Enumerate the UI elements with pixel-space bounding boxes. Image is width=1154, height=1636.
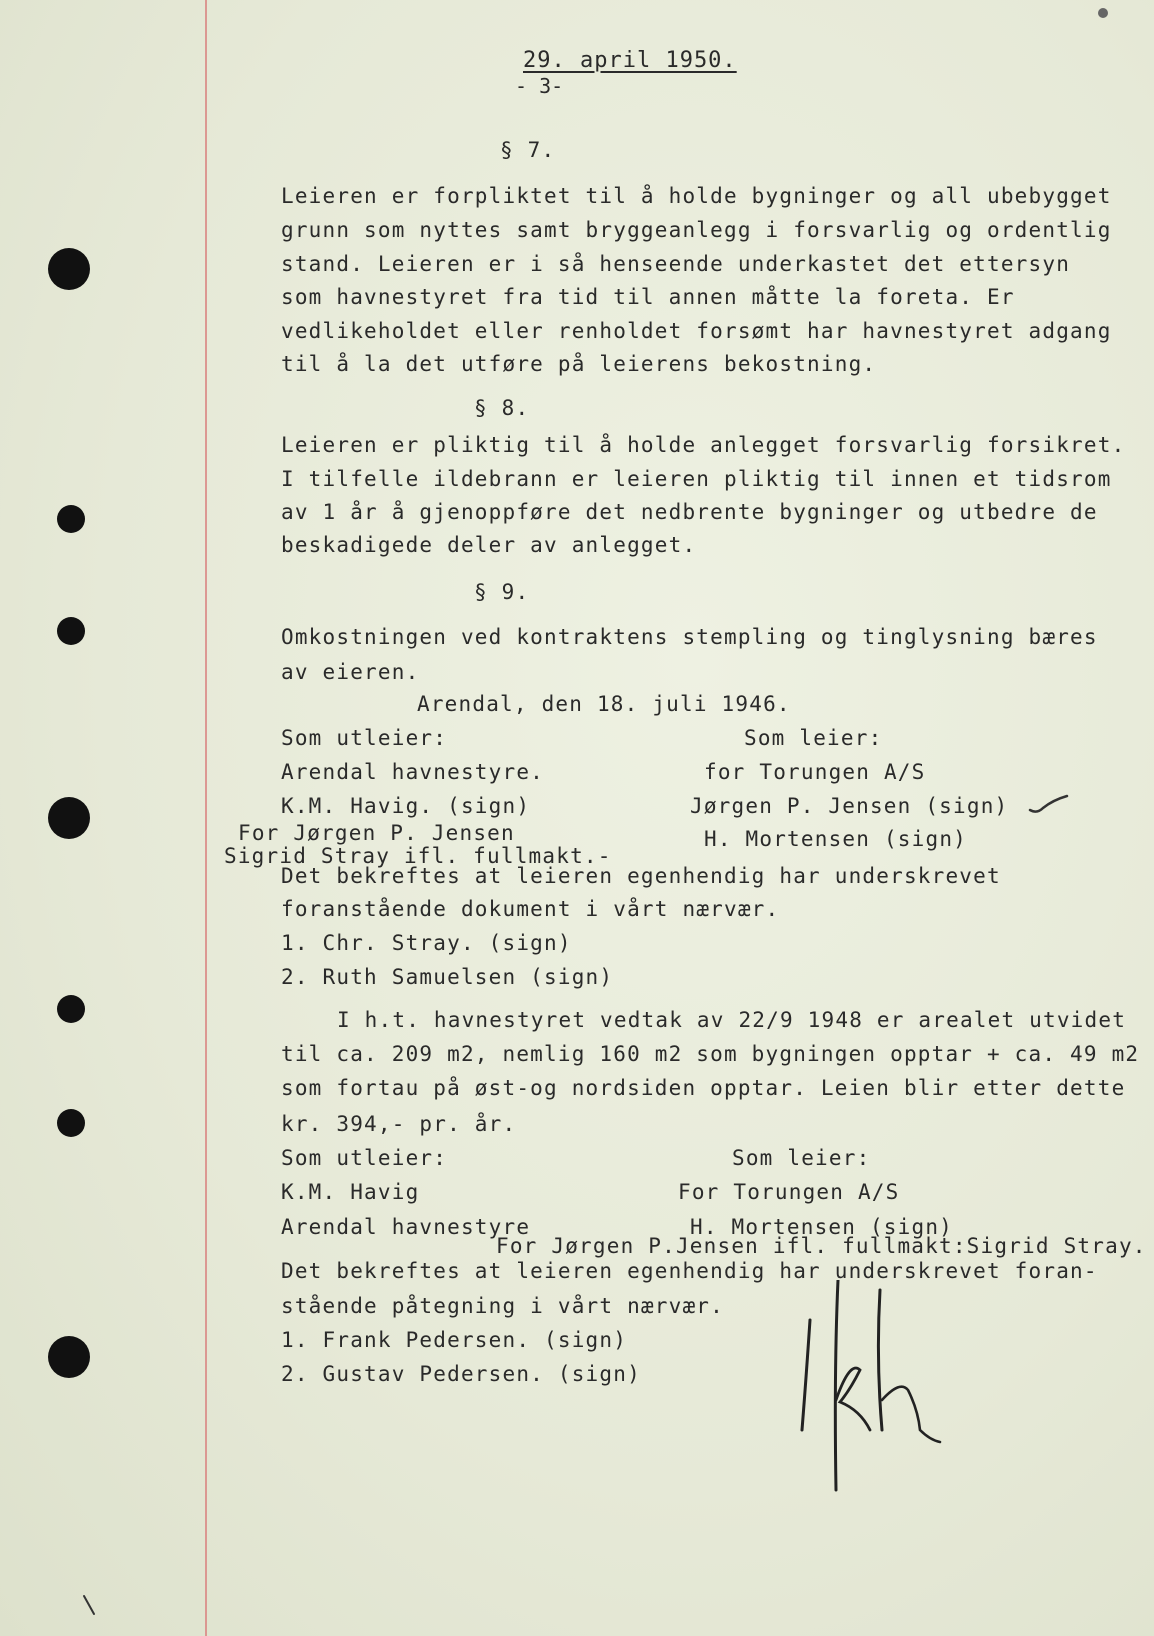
witness-statement: Det bekreftes at leieren egenhendig har underskrevet foran- (281, 1259, 1098, 1283)
section-8-heading: § 8. (474, 396, 530, 420)
witness-statement: stående påtegning i vårt nærvær. (281, 1294, 724, 1318)
corner-mark (1098, 8, 1108, 18)
lessee-signatory: H. Mortensen (sign) (704, 827, 968, 851)
proxy-line: Sigrid Stray ifl. fullmakt.- (224, 844, 612, 868)
lessee-name: for Torungen A/S (704, 760, 926, 784)
proxy-line: For Jørgen P. Jensen (238, 821, 515, 845)
section-7-line: til å la det utføre på leierens bekostning. (281, 352, 877, 376)
lessor-signatory: K.M. Havig. (sign) (281, 794, 531, 818)
section-7-line: vedlikeholdet eller renholdet forsømt har havnestyret adgang (281, 319, 1112, 343)
witness-1: 1. Chr. Stray. (sign) (281, 931, 572, 955)
punch-hole (48, 1336, 90, 1378)
lessee-label: Som leier: (732, 1146, 871, 1170)
section-9-line: av eieren. (281, 660, 420, 684)
punch-hole (57, 617, 85, 645)
lessee-label: Som leier: (744, 726, 883, 750)
section-7-line: grunn som nyttes samt bryggeanlegg i forsvarlig og ordentlig (281, 218, 1112, 242)
punch-hole (57, 1109, 85, 1137)
witness-statement: Det bekreftes at leieren egenhendig har underskrevet (281, 864, 1001, 888)
witness-2: 2. Ruth Samuelsen (sign) (281, 965, 614, 989)
lessee-signatory: Jørgen P. Jensen (sign) (690, 794, 1009, 818)
place-date: Arendal, den 18. juli 1946. (417, 692, 791, 716)
stray-mark (80, 1592, 100, 1622)
margin-line (205, 0, 207, 1636)
witness-2: 2. Gustav Pedersen. (sign) (281, 1362, 641, 1386)
section-7-line: som havnestyret fra tid til annen måtte la foreta. Er (281, 285, 1015, 309)
section-9-heading: § 9. (474, 580, 530, 604)
lessor-signatory: K.M. Havig (281, 1180, 420, 1204)
section-9-line: Omkostningen ved kontraktens stempling og tinglysning bæres (281, 625, 1098, 649)
amendment-line: kr. 394,- pr. år. (281, 1112, 517, 1136)
lessor-name: Arendal havnestyre. (281, 760, 545, 784)
amendment-line: som fortau på øst-og nordsiden opptar. Leien blir etter dette (281, 1076, 1126, 1100)
lessor-label: Som utleier: (281, 1146, 448, 1170)
section-8-line: I tilfelle ildebrann er leieren pliktig til innen et tidsrom (281, 467, 1112, 491)
section-8-line: Leieren er pliktig til å holde anlegget forsvarlig forsikret. (281, 433, 1126, 457)
check-mark-icon (1025, 790, 1075, 820)
witness-1: 1. Frank Pedersen. (sign) (281, 1328, 628, 1352)
lessee-name: For Torungen A/S (678, 1180, 900, 1204)
punch-hole (48, 248, 90, 290)
proxy-line: For Jørgen P.Jensen ifl. fullmakt:Sigrid Stray. (496, 1234, 1147, 1258)
amendment-line: I h.t. havnestyret vedtak av 22/9 1948 er arealet utvidet (337, 1008, 1127, 1032)
punch-hole (57, 505, 85, 533)
amendment-line: til ca. 209 m2, nemlig 160 m2 som bygningen opptar + ca. 49 m2 (281, 1042, 1140, 1066)
witness-statement: foranstående dokument i vårt nærvær. (281, 897, 780, 921)
page-number: - 3- (515, 74, 564, 98)
section-8-line: av 1 år å gjenoppføre det nedbrente bygninger og utbedre de (281, 500, 1098, 524)
section-7-line: stand. Leieren er i så henseende underkastet det ettersyn (281, 252, 1071, 276)
section-7-heading: § 7. (500, 138, 556, 162)
lessor-name: Arendal havnestyre (281, 1215, 531, 1239)
section-7-line: Leieren er forpliktet til å holde bygninger og all ubebygget (281, 184, 1112, 208)
section-8-line: beskadigede deler av anlegget. (281, 533, 697, 557)
lessor-label: Som utleier: (281, 726, 448, 750)
punch-hole (48, 797, 90, 839)
header-date: 29. april 1950. (523, 48, 737, 73)
punch-hole (57, 995, 85, 1023)
handwritten-initials (790, 1280, 990, 1500)
lessee-signatory: H. Mortensen (sign) (690, 1215, 954, 1239)
